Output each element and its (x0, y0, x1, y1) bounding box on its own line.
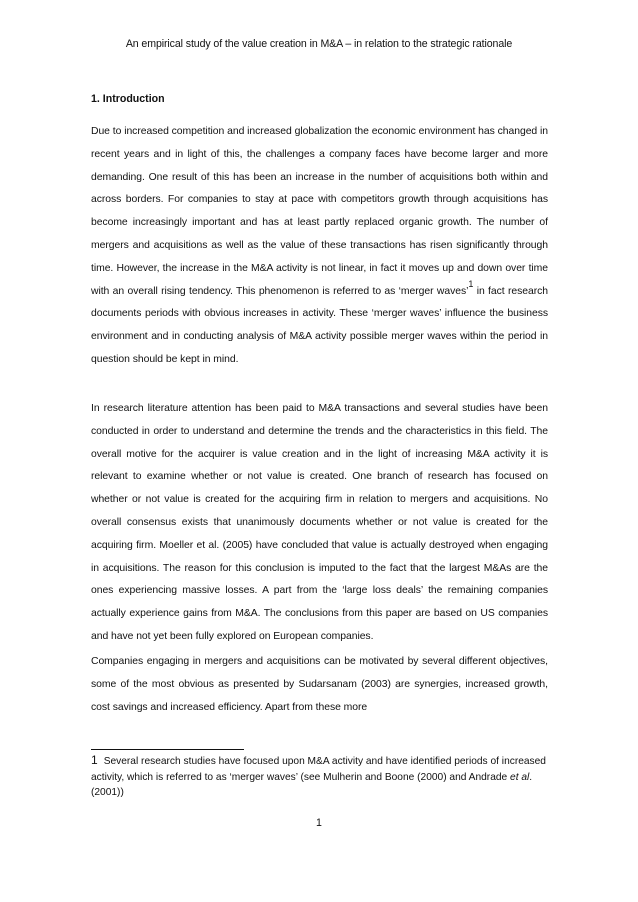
footnote-italic: et al (510, 771, 530, 783)
footnote (91, 753, 551, 801)
page-number: 1 (316, 817, 322, 829)
footnote-text-b: . (2001)) (91, 771, 533, 798)
footnote-number: 1 (91, 753, 98, 767)
section-title: Introduction (102, 93, 165, 105)
footnote-separator (91, 749, 244, 750)
section-heading (91, 93, 165, 105)
paragraph-1 (91, 121, 548, 372)
paragraph-2: In research literature attention has been paid to M&A transactions and several studies have been conducted in order to understand and determine the trends and the characteristics in this field. The overall motive for the acquirer is value creation and in the light of increasing M&A activity it is relevant to examine whether or not value is created. One branch of research has focused on whether or not value is created for the acquiring firm in relation to mergers and acquisitions. No overall consensus exists that unanimously documents whether or not value is created for the acquiring firm. Moeller et al. (2005) have concluded that value is actually destroyed when engaging in acquisitions. The reason for this conclusion is imputed to the fact that the largest M&As are the ones experiencing massive losses. A part from the ‘large loss deals’ the remaining companies actually experience gains from M&A. The conclusions from this paper are based on US companies and have not yet been fully explored on European companies. (91, 403, 548, 642)
running-header: An empirical study of the value creation in M&A – in relation to the strategic rationale (125, 38, 513, 50)
footnote-reference[interactable]: 1 (468, 278, 474, 289)
paragraph-1-text-a: Due to increased competition and increased globalization the economic environment has changed in recent years and in light of this, the challenges a company faces have become larger and more demanding. One result of this has been an increase in the number of acquisitions both within and across borders. For companies to stay at pace with competitors growth through acquisitions has become increasingly important and has at least partly replaced organic growth. The number of mergers and acquisitions as well as the value of these transactions has risen significantly through time. However, the increase in the M&A activity is not linear, in fact it moves up and down over time with an overall rising tendency. This phenomenon is referred to as ‘merger waves’ (91, 126, 548, 297)
section-number: 1. (91, 93, 100, 105)
footnote-text-a: Several research studies have focused upon M&A activity and have identified periods of increased activity, which is referred to as ‘merger waves’ (see Mulherin and Boone (2000) and Andrade (91, 756, 546, 783)
paragraph-1-text-b: in fact research documents periods with obvious increases in activity. These ‘merger waves’ influence the business environment and in conducting analysis of M&A activity possible merger waves within the period in question should be kept in mind. (91, 285, 548, 365)
paragraph-3: Companies engaging in mergers and acquisitions can be motivated by several different objectives, some of the most obvious as presented by Sudarsanam (2003) are synergies, increased growth, cost savings and increased efficiency. Apart from these more (91, 656, 548, 713)
